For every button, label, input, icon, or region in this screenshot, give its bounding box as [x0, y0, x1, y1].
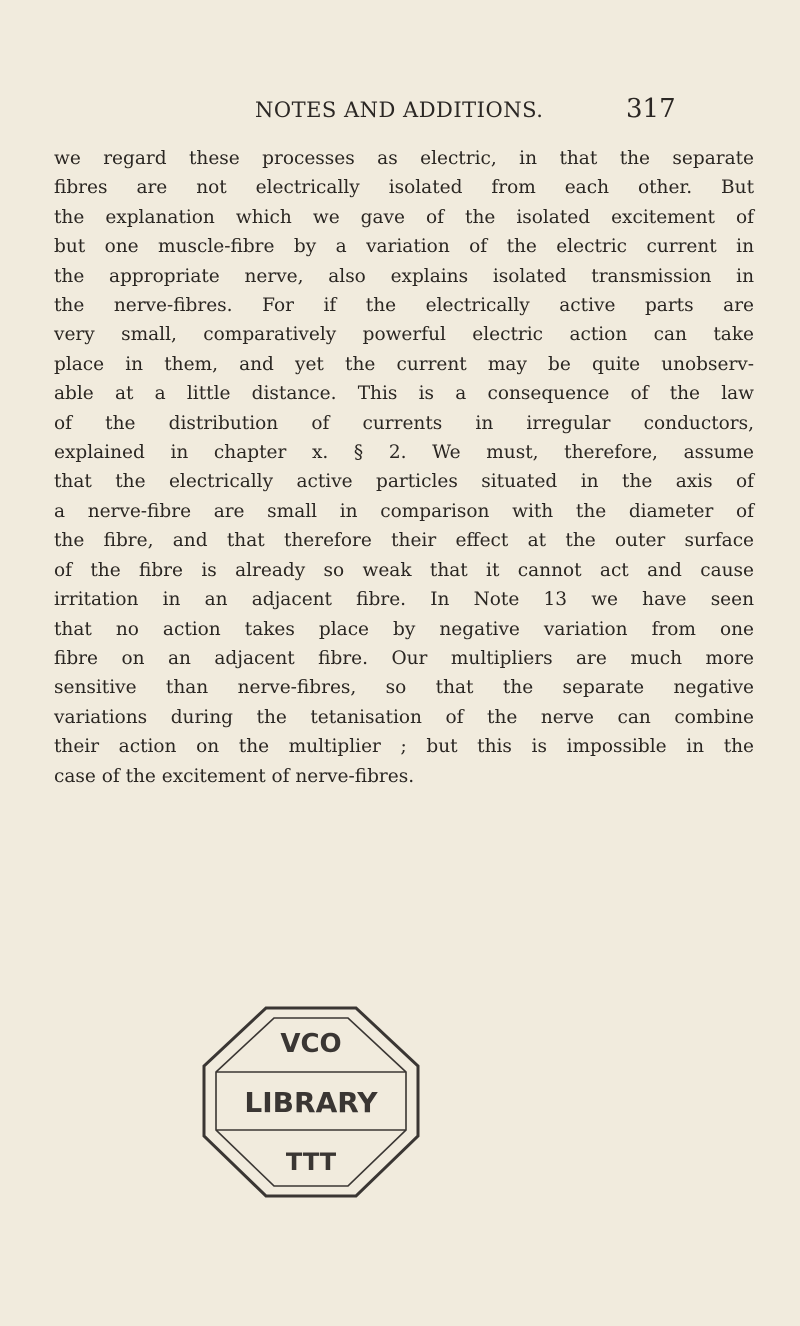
- text-line: that the electrically active particles situated in the axis of: [54, 471, 754, 493]
- library-stamp: [196, 1000, 426, 1202]
- text-line: irritation in an adjacent fibre. In Note 13 we have seen: [54, 589, 754, 611]
- stamp-top-text: VCO: [280, 1029, 342, 1059]
- text-line: sensitive than nerve-fibres, so that the separate negative: [54, 677, 754, 699]
- text-line: the fibre, and that therefore their effect at the outer surface: [54, 530, 754, 552]
- text-line: their action on the multiplier ; but this is impossible in the: [54, 736, 754, 758]
- text-line: the appropriate nerve, also explains isolated transmission in: [54, 265, 754, 287]
- text-line: fibres are not electrically isolated from each other. But: [54, 177, 754, 199]
- stamp-bottom-text: TTT: [285, 1148, 337, 1176]
- text-line: explained in chapter x. § 2. We must, therefore, assume: [54, 442, 754, 464]
- text-line: very small, comparatively powerful electric action can take: [54, 324, 754, 346]
- body-paragraph: [54, 144, 754, 791]
- text-line: the explanation which we gave of the isolated excitement of: [54, 206, 754, 228]
- text-line: fibre on an adjacent fibre. Our multipliers are much more: [54, 647, 754, 669]
- text-line: we regard these processes as electric, in that the separate: [54, 148, 754, 169]
- text-line: able at a little distance. This is a consequence of the law: [54, 383, 754, 405]
- running-header: NOTES AND ADDITIONS.: [255, 98, 544, 122]
- text-line: but one muscle-fibre by a variation of the electric current in: [54, 236, 754, 258]
- text-line: place in them, and yet the current may be quite unobserv-: [54, 353, 754, 375]
- text-line: of the fibre is already so weak that it cannot act and cause: [54, 559, 754, 581]
- text-line: that no action takes place by negative variation from one: [54, 618, 754, 640]
- stamp-center-text: LIBRARY: [244, 1086, 378, 1119]
- text-line: case of the excitement of nerve-fibres.: [54, 765, 415, 787]
- page-number: 317: [626, 94, 676, 124]
- text-line: the nerve-fibres. For if the electrically active parts are: [54, 295, 754, 317]
- text-line: of the distribution of currents in irregular conductors,: [54, 412, 754, 434]
- text-line: variations during the tetanisation of the nerve can combine: [54, 706, 754, 728]
- text-line: a nerve-fibre are small in comparison with the diameter of: [54, 500, 754, 522]
